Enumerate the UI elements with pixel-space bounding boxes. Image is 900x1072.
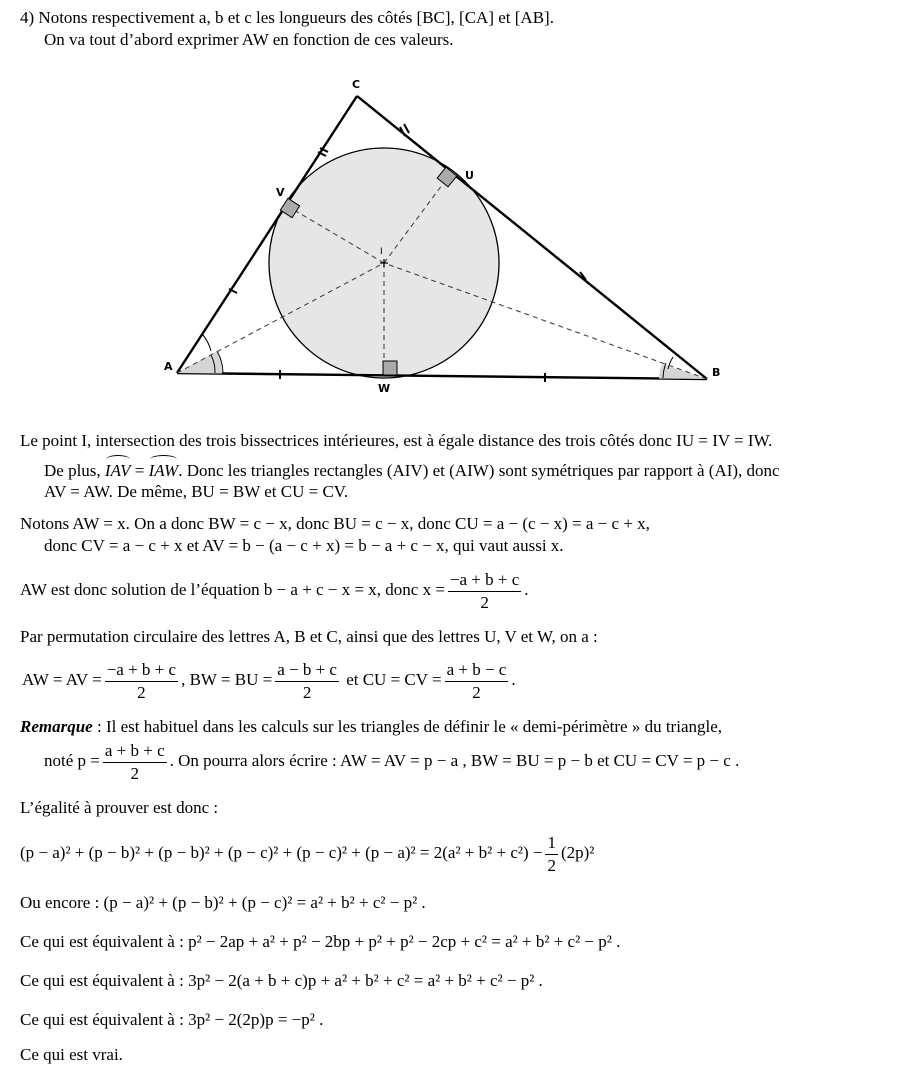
- angle-iav: IAV: [104, 461, 131, 480]
- p3-end: .: [524, 580, 529, 599]
- p7-right: (2p)²: [560, 843, 595, 862]
- remark-title: Remarque: [20, 717, 93, 736]
- side-ab: [177, 373, 707, 379]
- p7-fraction: [545, 833, 558, 876]
- p3-text: AW est donc solution de l’équation b − a + c − x = x, donc x =: [20, 580, 445, 599]
- intro-line-2: On va tout d’abord exprimer AW en fonction de ces valeurs.: [44, 30, 454, 49]
- p3-den: 2: [480, 592, 489, 612]
- p9-line: Ce qui est équivalent à : p² − 2ap + a² + p² − 2bp + p² + p² − 2cp + c² = a² + b² + c² − p² .: [20, 932, 621, 951]
- p12-line: Ce qui est vrai.: [20, 1045, 123, 1064]
- right-angle-w: [383, 361, 397, 375]
- p4-line: Par permutation circulaire des lettres A, B et C, ainsi que des lettres U, V et W, on a :: [20, 627, 598, 646]
- label-u: U: [465, 169, 474, 182]
- p5-frac-3: [445, 660, 509, 703]
- label-v: V: [276, 186, 285, 199]
- p2-line-1: Notons AW = x. On a donc BW = c − x, donc BU = c − x, donc CU = a − (c − x) = a − c + x,: [20, 514, 650, 533]
- intro-line-1: 4) Notons respectivement a, b et c les longueurs des côtés [BC], [CA] et [AB].: [20, 8, 554, 27]
- angle-b-shade: [659, 364, 707, 379]
- remark-text-2b: . On pourra alors écrire : AW = AV = p − a , BW = BU = p − b et CU = CV = p − c .: [169, 751, 740, 770]
- label-a: A: [164, 360, 173, 373]
- p1-line-3: AV = AW. De même, BU = BW et CU = CV.: [44, 482, 349, 501]
- p1-line-2-end: . Donc les triangles rectangles (AIV) et (AIW) sont symétriques par rapport à (AI), donc: [178, 461, 780, 480]
- remark-line-1: [20, 717, 722, 737]
- p5-d3: 2: [472, 682, 481, 702]
- label-w: W: [378, 382, 391, 395]
- p7-line: [20, 832, 594, 876]
- remark-text-1: : Il est habituel dans les calculs sur les triangles de définir le « demi-périmètre » du triangle,: [92, 717, 723, 736]
- remark-text-2a: noté p =: [44, 751, 100, 770]
- remark-line-2: [44, 740, 739, 784]
- p11-line: Ce qui est équivalent à : 3p² − 2(2p)p = −p² .: [20, 1010, 324, 1029]
- p5-frac-2: [275, 660, 339, 703]
- p3-num: −a + b + c: [448, 570, 521, 592]
- remark-fraction: [103, 741, 167, 784]
- p1-line-2-start: De plus,: [44, 461, 101, 480]
- p8-line: Ou encore : (p − a)² + (p − b)² + (p − c)² = a² + b² + c² − p² .: [20, 893, 426, 912]
- p5-frac-1: [105, 660, 178, 703]
- angle-eq: =: [134, 461, 145, 480]
- label-b: B: [712, 366, 721, 379]
- p7-num: 1: [545, 833, 558, 855]
- p5-d1: 2: [137, 682, 146, 702]
- p5-t4: .: [511, 670, 516, 689]
- p3-fraction: [448, 570, 521, 613]
- remark-num: a + b + c: [103, 741, 167, 763]
- remark-den: 2: [130, 763, 139, 783]
- p1-line-2: [44, 459, 780, 481]
- label-c: C: [352, 78, 361, 91]
- p2-line-2: donc CV = a − c + x et AV = b − (a − c + x) = b − a + c − x, qui vaut aussi x.: [44, 536, 564, 555]
- p1-line-1: Le point I, intersection des trois bissectrices intérieures, est à égale distance des trois côtés donc IU = IV = IW.: [20, 431, 773, 450]
- p7-den: 2: [547, 855, 556, 875]
- p10-line: Ce qui est équivalent à : 3p² − 2(a + b + c)p + a² + b² + c² = a² + b² + c² − p² .: [20, 971, 543, 990]
- p5-t1: AW = AV =: [22, 670, 102, 689]
- p5-d2: 2: [302, 682, 312, 702]
- label-i: I: [380, 247, 383, 257]
- angle-iaw: IAW: [148, 461, 179, 480]
- p5-n3: a + b − c: [445, 660, 509, 682]
- incircle-figure: [160, 70, 740, 400]
- p5-line: [22, 659, 516, 703]
- p5-n1: −a + b + c: [105, 660, 178, 682]
- p5-t2: , BW = BU =: [181, 670, 273, 689]
- p3-line: [20, 569, 529, 613]
- p7-left: (p − a)² + (p − b)² + (p − b)² + (p − c)² + (p − c)² + (p − a)² = 2(a² + b² + c²) −: [20, 843, 543, 862]
- p6-line: L’égalité à prouver est donc :: [20, 798, 219, 817]
- p5-t3: et CU = CV =: [341, 670, 442, 689]
- p5-n2: a − b + c: [275, 660, 339, 682]
